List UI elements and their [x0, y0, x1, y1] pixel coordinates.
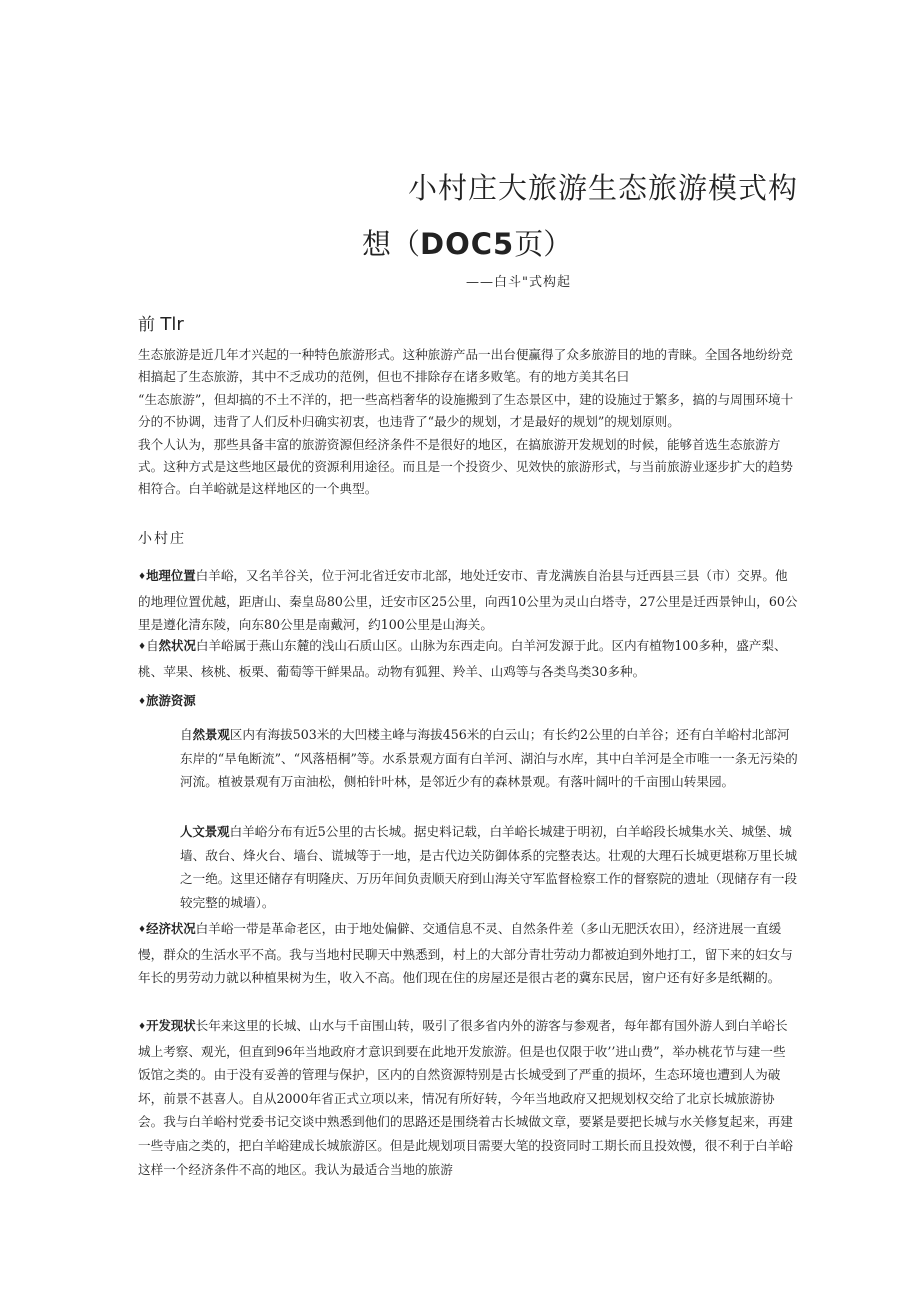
section-nature-text: 白羊峪属于燕山东麓的浅山石质山区。山脉为东西走向。白羊河发源于此。区内有植物100多种，盛产梨、桃、苹果、核桃、板栗、葡萄等干鲜果品。动物有狐狸、羚羊、山鸡等与各类鸟类30多种。: [138, 638, 787, 679]
cultural-label: 人文景观: [180, 824, 230, 839]
natural-text: 区内有海拔503米的大凹楼主峰与海拔456米的白云山；有长约2公里的白羊谷；还有白羊峪村北部河东岸的“旱龟断流”、“风落梧桐”等。水系景观方面有白羊河、湖泊与水库，其中白羊河是全市唯一一条无污染的河流。植被景观有万亩油松，侧柏针叶林，是邻近少有的森林景观。有落叶阔叶的千亩围山转果园。: [180, 727, 798, 790]
intro-paragraph: “生态旅游”，但却搞的不土不洋的，把一些高档奢华的设施搬到了生态景区中，建的设施过于繁多，搞的与周围环境十分的不协调，违背了人们反朴归确实初衷，也违背了“最少的规划，才是最好的规划”的规划原则。: [138, 391, 794, 430]
bullet-icon: ♦: [138, 1022, 147, 1032]
title-doc-tag: DOC5: [420, 227, 515, 261]
section-economy-text: 白羊峪一带是革命老区，由于地处偏僻、交通信息不灵、自然条件差（多山无肥沃农田），经济进展一直缓慢，群众的生活水平不高。我与当地村民聊天中熟悉到，村上的大部分青壮劳动力都被迫到外地打工，留下来的妇女与年长的男劳动力就以种植果树为生，收入不高。他们现在住的房屋还是很古老的冀东民居，窗户还有好多是纸糊的。: [138, 921, 793, 986]
section-resources: [138, 689, 798, 715]
intro-heading-cjk: 前: [138, 315, 155, 335]
intro-paragraph: 我个人认为，那些具备丰富的旅游资源但经济条件不是很好的地区，在搞旅游开发规划的时候，能够首选生态旅游方式。这种方式是这些地区最优的资源利用途径。而且是一个投资少、见效快的旅游形式，与当前旅游业逐步扩大的趋势相符合。白羊峪就是这样地区的一个典型。: [138, 436, 793, 497]
section-geo: [138, 564, 798, 637]
section-development: [138, 1014, 798, 1181]
section-nature-label-pre: 自: [146, 638, 159, 653]
subsection-natural-landscape: [180, 723, 800, 794]
title-line-1: 小村庄大旅游生态旅游模式构: [408, 171, 799, 205]
cultural-text: 白羊峪分布有近5公里的古长城。据史料记载，白羊峪长城建于明初，白羊峪段长城集水关、城堡、城墙、敌台、烽火台、墙台、谎城等于一地，是古代边关防御体系的完整表达。壮观的大理石长城更堪称万里长城之一绝。这里还储存有明隆庆、万历年间负责顺天府到山海关守军监督检察工作的督察院的遗址（现储存有一段较完整的城墙）。: [180, 824, 798, 910]
bullet-icon: ♦: [138, 925, 147, 935]
section-development-label: 开发现状: [146, 1018, 196, 1033]
section-nature: [138, 634, 798, 683]
title-line-2-pre: 想（: [362, 227, 421, 261]
section-economy-label: 经济状况: [146, 921, 196, 936]
title-line-2: [362, 222, 572, 263]
natural-label: 然景观: [192, 727, 230, 742]
title-line-2-post: 页）: [514, 227, 573, 261]
bullet-icon: ♦: [138, 572, 147, 582]
section-resources-label: 旅游资源: [146, 693, 196, 708]
natural-label-pre: 自: [180, 727, 193, 742]
section-geo-label: 地理位置: [146, 568, 196, 583]
section-nature-label: 然状况: [158, 638, 196, 653]
bullet-icon: ♦: [138, 642, 147, 652]
section-geo-text: 白羊峪，又名羊谷关，位于河北省迁安市北部，地处迁安市、青龙满族自治县与迁西县三县（市）交界。他的地理位置优越，距唐山、秦皇岛80公里，迁安市区25公里，向西10公里为灵山白塔寺，27公里是迁西景钟山，60公里是遵化清东陵，向东80公里是南戴河，约100公里是山海关。: [138, 568, 798, 633]
village-heading: 小村庄: [138, 531, 186, 547]
intro-paragraph: 生态旅游是近几年才兴起的一种特色旅游形式。这种旅游产品一出台便赢得了众多旅游目的地的青睐。全国各地纷纷竞相搞起了生态旅游，其中不乏成功的范例，但也不排除存在诸多败笔。有的地方美其名曰: [138, 347, 793, 385]
intro-body: [138, 344, 798, 501]
section-economy: [138, 917, 798, 990]
subtitle: ——白斗"式构起: [466, 275, 571, 290]
intro-heading: [138, 310, 184, 335]
bullet-icon: ♦: [138, 697, 147, 707]
section-development-text: 长年来这里的长城、山水与千亩围山转，吸引了很多省内外的游客与参观者，每年都有国外游人到白羊峪长城上考察、观光，但直到96年当地政府才意识到要在此地开发旅游。但是也仅限于收’’进山费”，举办桃花节与建一些饭馆之类的。由于没有妥善的管理与保护，区内的自然资源特别是古长城受到了严重的损坏，生态环境也遭到人为破坏，前景不甚喜人。自从2000年省正式立项以来，情况有所好转，今年当地政府又把规划权交给了北京长城旅游协会。我与白羊峪村党委书记交谈中熟悉到他们的思路还是围绕着古长城做文章，要紧是要把长城与水关修复起来，再建一些寺庙之类的，把白羊峪建成长城旅游区。但是此规划项目需要大笔的投资同时工期长而且投效慢，很不利于白羊峪这样一个经济条件不高的地区。我认为最适合当地的旅游: [138, 1018, 793, 1177]
subsection-cultural-landscape: [180, 820, 800, 914]
intro-heading-latin: Tlr: [160, 314, 184, 335]
